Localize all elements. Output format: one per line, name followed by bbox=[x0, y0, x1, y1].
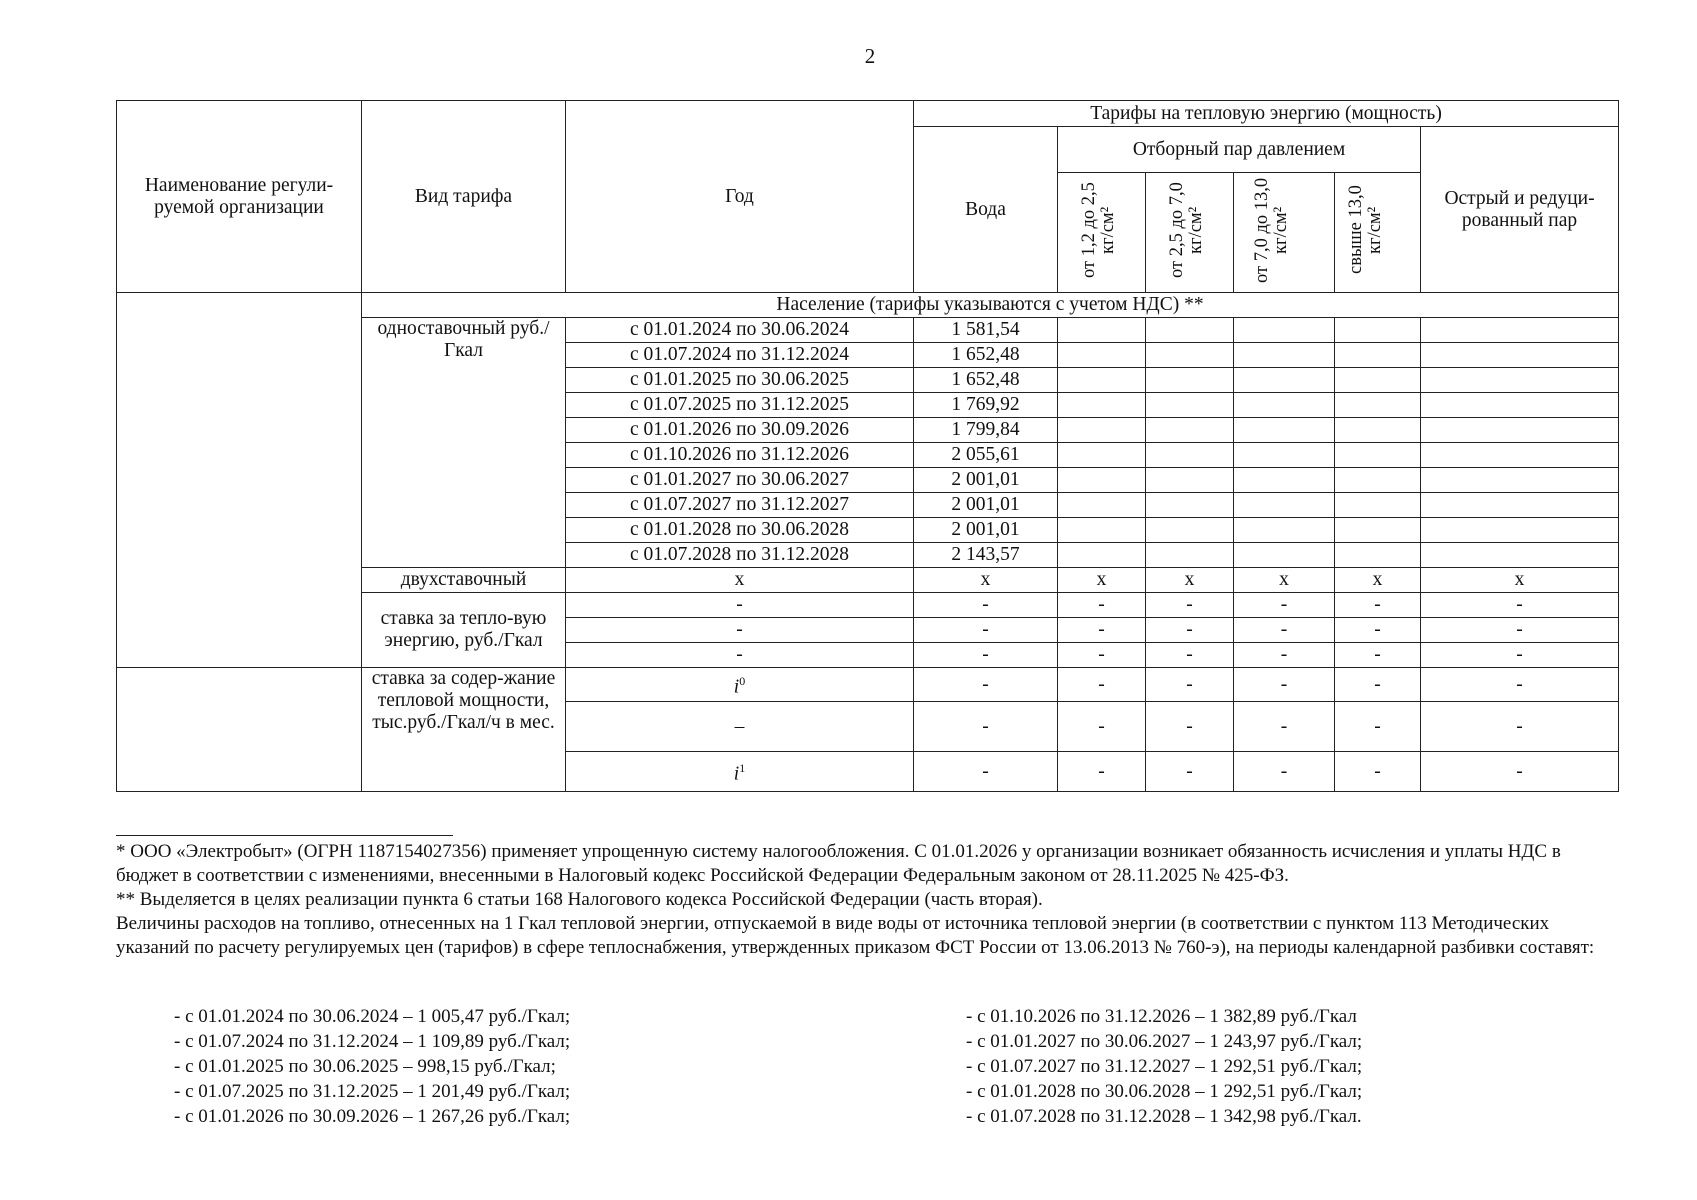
water-value: 2 001,01 bbox=[914, 518, 1058, 543]
dash-cell: - bbox=[566, 643, 914, 668]
dash-cell: - bbox=[1146, 752, 1234, 792]
period-cell: с 01.01.2024 по 30.06.2024 bbox=[566, 318, 914, 343]
dash-cell: - bbox=[1146, 593, 1234, 618]
dash-cell: - bbox=[1146, 668, 1234, 702]
footnote-1: * ООО «Электробыт» (ОГРН 1187154027356) применяет упрощенную систему налогообложения. С 01.01.2026 у организации возникает обязанность исчисления и уплаты НДС в бюджет в соответствии с изменениями, внесенными в Налоговый кодекс Российской Федерации Федеральным законом от 28.11.2025 № 425-ФЗ. bbox=[116, 841, 1561, 886]
heat-rate-label: ставка за тепло-вую энергию, руб./Гкал bbox=[362, 593, 566, 668]
dash-cell: - bbox=[1058, 668, 1146, 702]
x-cell: х bbox=[566, 568, 914, 593]
footnotes bbox=[116, 835, 1626, 960]
water-value: 2 055,61 bbox=[914, 443, 1058, 468]
dash-cell: - bbox=[1058, 752, 1146, 792]
page-number: 2 bbox=[864, 44, 876, 68]
dash-cell: - bbox=[1234, 702, 1335, 752]
dash-cell: - bbox=[1421, 643, 1619, 668]
tariff-table bbox=[116, 100, 1619, 792]
capacity-mid: – bbox=[566, 702, 914, 752]
header-pressure-3: от 7,0 до 13,0 кг/см² bbox=[1234, 173, 1335, 293]
dash-cell: - bbox=[1335, 702, 1421, 752]
fuel-periods-left bbox=[174, 1004, 570, 1129]
footnote-divider bbox=[116, 835, 453, 836]
dash-cell: - bbox=[1058, 593, 1146, 618]
water-value: 1 769,92 bbox=[914, 393, 1058, 418]
dash-cell: - bbox=[1335, 643, 1421, 668]
dash-cell: - bbox=[1146, 702, 1234, 752]
dash-cell: - bbox=[914, 593, 1058, 618]
dash-cell: - bbox=[1146, 618, 1234, 643]
dash-cell: - bbox=[914, 668, 1058, 702]
x-cell: х bbox=[914, 568, 1058, 593]
dash-cell: - bbox=[1335, 668, 1421, 702]
dash-cell: - bbox=[1058, 702, 1146, 752]
dash-cell: - bbox=[914, 618, 1058, 643]
water-value: 1 652,48 bbox=[914, 368, 1058, 393]
x-cell: х bbox=[1058, 568, 1146, 593]
x-cell: х bbox=[1421, 568, 1619, 593]
header-pressure-2: от 2,5 до 7,0 кг/см² bbox=[1146, 173, 1234, 293]
dash-cell: - bbox=[1234, 618, 1335, 643]
list-item: - с 01.07.2025 по 31.12.2025 – 1 201,49 руб./Гкал; bbox=[174, 1081, 571, 1102]
dash-cell: - bbox=[1058, 618, 1146, 643]
two-rate-label: двухставочный bbox=[362, 568, 566, 593]
list-item: - с 01.07.2024 по 31.12.2024 – 1 109,89 руб./Гкал; bbox=[174, 1031, 571, 1052]
x-cell: х bbox=[1234, 568, 1335, 593]
water-value: 2 143,57 bbox=[914, 543, 1058, 568]
dash-cell: - bbox=[914, 702, 1058, 752]
water-value: 2 001,01 bbox=[914, 493, 1058, 518]
header-steam-group: Отборный пар давлением bbox=[1058, 127, 1421, 173]
header-org-name: Наименование регули-руемой организации bbox=[117, 101, 362, 293]
org-name-cell bbox=[117, 293, 362, 668]
list-item: - с 01.01.2026 по 30.09.2026 – 1 267,26 руб./Гкал; bbox=[174, 1106, 571, 1127]
header-sharp-steam: Острый и редуци-рованный пар bbox=[1421, 127, 1619, 293]
single-rate-label: одноставочный руб./Гкал bbox=[362, 318, 566, 568]
dash-cell: - bbox=[1146, 643, 1234, 668]
dash-cell: - bbox=[1234, 668, 1335, 702]
period-cell: с 01.07.2027 по 31.12.2027 bbox=[566, 493, 914, 518]
water-value: 1 581,54 bbox=[914, 318, 1058, 343]
water-value: 1 799,84 bbox=[914, 418, 1058, 443]
period-cell: с 01.01.2028 по 30.06.2028 bbox=[566, 518, 914, 543]
header-year: Год bbox=[566, 101, 914, 293]
period-cell: с 01.10.2026 по 31.12.2026 bbox=[566, 443, 914, 468]
capacity-index-0: $i^0$ bbox=[566, 668, 914, 702]
x-cell: х bbox=[1335, 568, 1421, 593]
dash-cell: - bbox=[1058, 643, 1146, 668]
dash-cell: - bbox=[1335, 618, 1421, 643]
dash-cell: - bbox=[1421, 752, 1619, 792]
list-item: - с 01.07.2028 по 31.12.2028 – 1 342,98 руб./Гкал. bbox=[966, 1106, 1362, 1127]
water-value: 1 652,48 bbox=[914, 343, 1058, 368]
dash-cell: - bbox=[1421, 702, 1619, 752]
header-water: Вода bbox=[914, 127, 1058, 293]
period-cell: с 01.01.2025 по 30.06.2025 bbox=[566, 368, 914, 393]
period-cell: с 01.07.2028 по 31.12.2028 bbox=[566, 543, 914, 568]
capacity-rate-label: ставка за содер-жание тепловой мощности, тыс.руб./Гкал/ч в мес. bbox=[362, 668, 566, 792]
dash-cell: - bbox=[914, 752, 1058, 792]
list-item: - с 01.10.2026 по 31.12.2026 – 1 382,89 руб./Гкал bbox=[966, 1006, 1357, 1027]
fuel-intro: Величины расходов на топливо, отнесенных на 1 Гкал тепловой энергии, отпускаемой в виде воды от источника тепловой энергии (в соответствии с пунктом 113 Методических указаний по расчету регулируемых цен (тарифов) в сфере теплоснабжения, утвержденных приказом ФСТ России от 13.06.2013 № 760-э), на периоды календарной разбивки составят: bbox=[116, 913, 1595, 958]
footnote-2: ** Выделяется в целях реализации пункта 6 статьи 168 Налогового кодекса Российской Федерации (часть вторая). bbox=[116, 889, 1043, 910]
header-group-title: Тарифы на тепловую энергию (мощность) bbox=[914, 101, 1619, 127]
list-item: - с 01.01.2024 по 30.06.2024 – 1 005,47 руб./Гкал; bbox=[174, 1006, 571, 1027]
list-item: - с 01.01.2025 по 30.06.2025 – 998,15 руб./Гкал; bbox=[174, 1056, 556, 1077]
list-item: - с 01.07.2027 по 31.12.2027 – 1 292,51 руб./Гкал; bbox=[966, 1056, 1363, 1077]
x-cell: х bbox=[1146, 568, 1234, 593]
dash-cell: - bbox=[1234, 593, 1335, 618]
list-item: - с 01.01.2027 по 30.06.2027 – 1 243,97 руб./Гкал; bbox=[966, 1031, 1363, 1052]
header-pressure-1: от 1,2 до 2,5 кг/см² bbox=[1058, 173, 1146, 293]
org-name-cell-2 bbox=[117, 668, 362, 792]
dash-cell: - bbox=[1335, 593, 1421, 618]
period-cell: с 01.01.2027 по 30.06.2027 bbox=[566, 468, 914, 493]
dash-cell: - bbox=[1421, 593, 1619, 618]
table-row bbox=[117, 668, 1619, 702]
period-cell: с 01.07.2025 по 31.12.2025 bbox=[566, 393, 914, 418]
dash-cell: - bbox=[566, 593, 914, 618]
dash-cell: - bbox=[1421, 618, 1619, 643]
list-item: - с 01.01.2028 по 30.06.2028 – 1 292,51 руб./Гкал; bbox=[966, 1081, 1363, 1102]
section-title: Население (тарифы указываются с учетом НДС) ** bbox=[362, 293, 1619, 318]
header-tariff-type: Вид тарифа bbox=[362, 101, 566, 293]
period-cell: с 01.07.2024 по 31.12.2024 bbox=[566, 343, 914, 368]
dash-cell: - bbox=[1234, 752, 1335, 792]
dash-cell: - bbox=[914, 643, 1058, 668]
dash-cell: - bbox=[566, 618, 914, 643]
water-value: 2 001,01 bbox=[914, 468, 1058, 493]
header-pressure-4: свыше 13,0 кг/см² bbox=[1335, 173, 1421, 293]
dash-cell: - bbox=[1335, 752, 1421, 792]
fuel-periods-right bbox=[966, 1004, 1362, 1129]
capacity-index-1: $i^1$ bbox=[566, 752, 914, 792]
period-cell: с 01.01.2026 по 30.09.2026 bbox=[566, 418, 914, 443]
dash-cell: - bbox=[1421, 668, 1619, 702]
dash-cell: - bbox=[1234, 643, 1335, 668]
